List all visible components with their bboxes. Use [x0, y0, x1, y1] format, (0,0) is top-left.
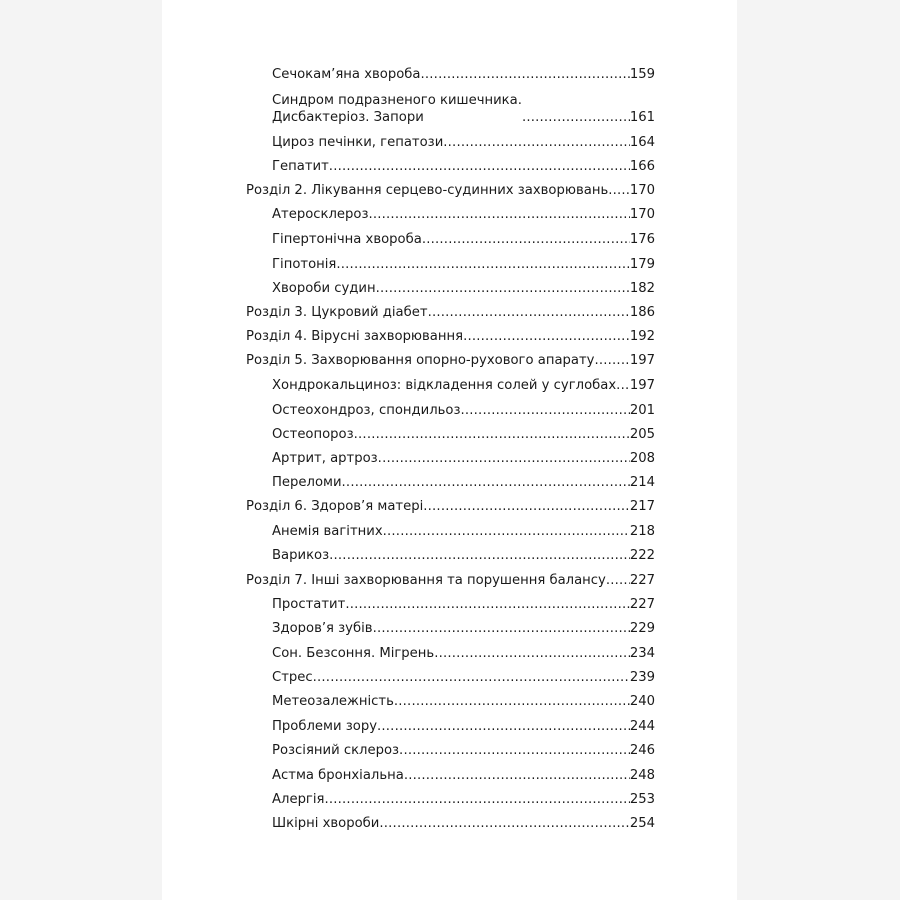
toc-entry-title: Переломи [272, 475, 342, 490]
toc-entry [272, 474, 655, 491]
toc-entry [272, 134, 655, 151]
toc-leader-dots [399, 742, 630, 759]
toc-entry-page: 240 [629, 694, 655, 709]
toc-entry-page: 218 [629, 524, 655, 539]
toc-section-title: Розділ 7. Інші захворювання та порушення балансу [246, 573, 606, 588]
toc-entry [272, 620, 655, 637]
toc-entry [272, 256, 655, 273]
table-of-contents [162, 0, 737, 900]
toc-entry [272, 815, 655, 832]
toc-entry [272, 767, 655, 784]
toc-entry [272, 426, 655, 443]
toc-leader-dots [354, 426, 630, 443]
toc-entry-page: 179 [629, 257, 655, 272]
toc-leader-dots [434, 645, 630, 662]
toc-section [246, 182, 655, 199]
toc-entry-page: 197 [629, 378, 655, 393]
toc-entry-title: Гепатит [272, 159, 329, 174]
toc-entry-page: 229 [629, 621, 655, 636]
toc-section-page: 186 [629, 305, 655, 320]
toc-section-title: Розділ 4. Вірусні захворювання [246, 329, 464, 344]
toc-section [246, 328, 655, 345]
toc-leader-dots [394, 693, 630, 710]
toc-entry-page: 227 [629, 597, 655, 612]
toc-entry [272, 791, 655, 808]
toc-entry-page: 248 [629, 768, 655, 783]
toc-entry-title: Розсіяний склероз [272, 743, 400, 758]
toc-entry-page: 246 [629, 743, 655, 758]
toc-entry-title: Цироз печінки, гепатози [272, 135, 444, 150]
toc-entry-title: Сечокам’яна хвороба [272, 67, 421, 82]
toc-entry [272, 693, 655, 710]
toc-entry [272, 669, 655, 686]
toc-entry-page: 239 [629, 670, 655, 685]
toc-entry-title: Сон. Безсоння. Мігрень [272, 646, 435, 661]
toc-entry [272, 402, 655, 419]
toc-leader-dots [460, 402, 629, 419]
toc-leader-dots [373, 620, 630, 637]
toc-entry-page: 182 [629, 281, 655, 296]
toc-section-page: 170 [629, 183, 655, 198]
toc-section-page: 227 [629, 573, 655, 588]
toc-entry [272, 547, 655, 564]
toc-leader-dots [342, 474, 630, 491]
toc-leader-dots [422, 231, 630, 248]
toc-leader-dots [522, 109, 630, 126]
toc-leader-dots [378, 450, 630, 467]
toc-leader-dots [443, 134, 630, 151]
toc-entry-title: Шкірні хвороби [272, 816, 380, 831]
toc-section [246, 498, 655, 515]
toc-leader-dots [368, 206, 629, 223]
toc-leader-dots [423, 498, 630, 515]
toc-leader-dots [383, 523, 630, 540]
toc-entry [272, 231, 655, 248]
toc-leader-dots [616, 377, 630, 394]
toc-leader-dots [594, 352, 629, 369]
book-page [162, 0, 737, 900]
toc-leader-dots [377, 718, 630, 735]
toc-entry-title: Проблеми зору [272, 719, 377, 734]
toc-section-title: Розділ 6. Здоров’я матері [246, 499, 424, 514]
toc-entry [272, 280, 655, 297]
toc-leader-dots [324, 791, 629, 808]
toc-leader-dots [463, 328, 630, 345]
toc-entry-page: 176 [629, 232, 655, 247]
toc-leader-dots [329, 547, 630, 564]
toc-entry-title: Гіпотонія [272, 257, 337, 272]
toc-section [246, 352, 655, 369]
toc-section [246, 572, 655, 589]
toc-entry [272, 596, 655, 613]
toc-entry-title: Варикоз [272, 548, 330, 563]
toc-leader-dots [428, 304, 630, 321]
toc-entry-title: Метеозалежність [272, 694, 394, 709]
toc-entry-page: 164 [629, 135, 655, 150]
toc-entry-page: 253 [629, 792, 655, 807]
toc-entry-title: Гіпертонічна хвороба [272, 232, 422, 247]
toc-entry-title: Алергія [272, 792, 325, 807]
toc-section-page: 197 [629, 353, 655, 368]
toc-leader-dots [376, 280, 630, 297]
toc-section-title: Розділ 5. Захворювання опорно-рухового апарату [246, 353, 595, 368]
toc-entry-page: 205 [629, 427, 655, 442]
toc-leader-dots [336, 256, 629, 273]
toc-leader-dots [404, 767, 630, 784]
toc-entry [272, 523, 655, 540]
toc-leader-dots [608, 182, 630, 199]
toc-entry-title: Синдром подразненого кишечника. Дисбактеріоз. Запори [272, 93, 522, 125]
toc-section [246, 304, 655, 321]
toc-entry [272, 450, 655, 467]
toc-entry-page: 222 [629, 548, 655, 563]
toc-section-page: 192 [629, 329, 655, 344]
toc-entry-title: Атеросклероз [272, 207, 369, 222]
toc-entry [272, 206, 655, 223]
toc-entry-title: Простатит [272, 597, 346, 612]
toc-entry-title: Здоров’я зубів [272, 621, 373, 636]
toc-entry [272, 66, 655, 83]
toc-entry-title: Астма бронхіальна [272, 768, 404, 783]
toc-entry-page: 254 [629, 816, 655, 831]
toc-section-title: Розділ 2. Лікування серцево-судинних захворювань [246, 183, 609, 198]
toc-entry-title: Хондрокальциноз: відкладення солей у суглобах [272, 378, 617, 393]
toc-entry [272, 158, 655, 175]
toc-entry-title: Анемія вагітних [272, 524, 383, 539]
toc-entry-page: 166 [629, 159, 655, 174]
toc-leader-dots [345, 596, 630, 613]
toc-entry-page: 234 [629, 646, 655, 661]
toc-entry-title: Остеопороз [272, 427, 354, 442]
toc-section-page: 217 [629, 499, 655, 514]
toc-leader-dots [379, 815, 629, 832]
toc-entry-title: Хвороби судин [272, 281, 376, 296]
toc-entry [272, 645, 655, 662]
toc-entry-page: 208 [629, 451, 655, 466]
toc-leader-dots [313, 669, 630, 686]
toc-leader-dots [421, 66, 630, 83]
toc-entry [272, 718, 655, 735]
toc-entry-page: 159 [629, 67, 655, 82]
toc-entry-page: 161 [629, 110, 655, 125]
toc-leader-dots [329, 158, 630, 175]
toc-entry-page: 214 [629, 475, 655, 490]
toc-entry [272, 377, 655, 394]
toc-entry-title: Остеохондроз, спондильоз [272, 403, 461, 418]
toc-entry-title: Стрес [272, 670, 313, 685]
toc-entry-page: 201 [629, 403, 655, 418]
toc-section-title: Розділ 3. Цукровий діабет [246, 305, 428, 320]
toc-entry [272, 92, 655, 126]
toc-entry-page: 170 [629, 207, 655, 222]
toc-entry [272, 742, 655, 759]
toc-entry-page: 244 [629, 719, 655, 734]
toc-leader-dots [606, 572, 630, 589]
toc-entry-title: Артрит, артроз [272, 451, 378, 466]
